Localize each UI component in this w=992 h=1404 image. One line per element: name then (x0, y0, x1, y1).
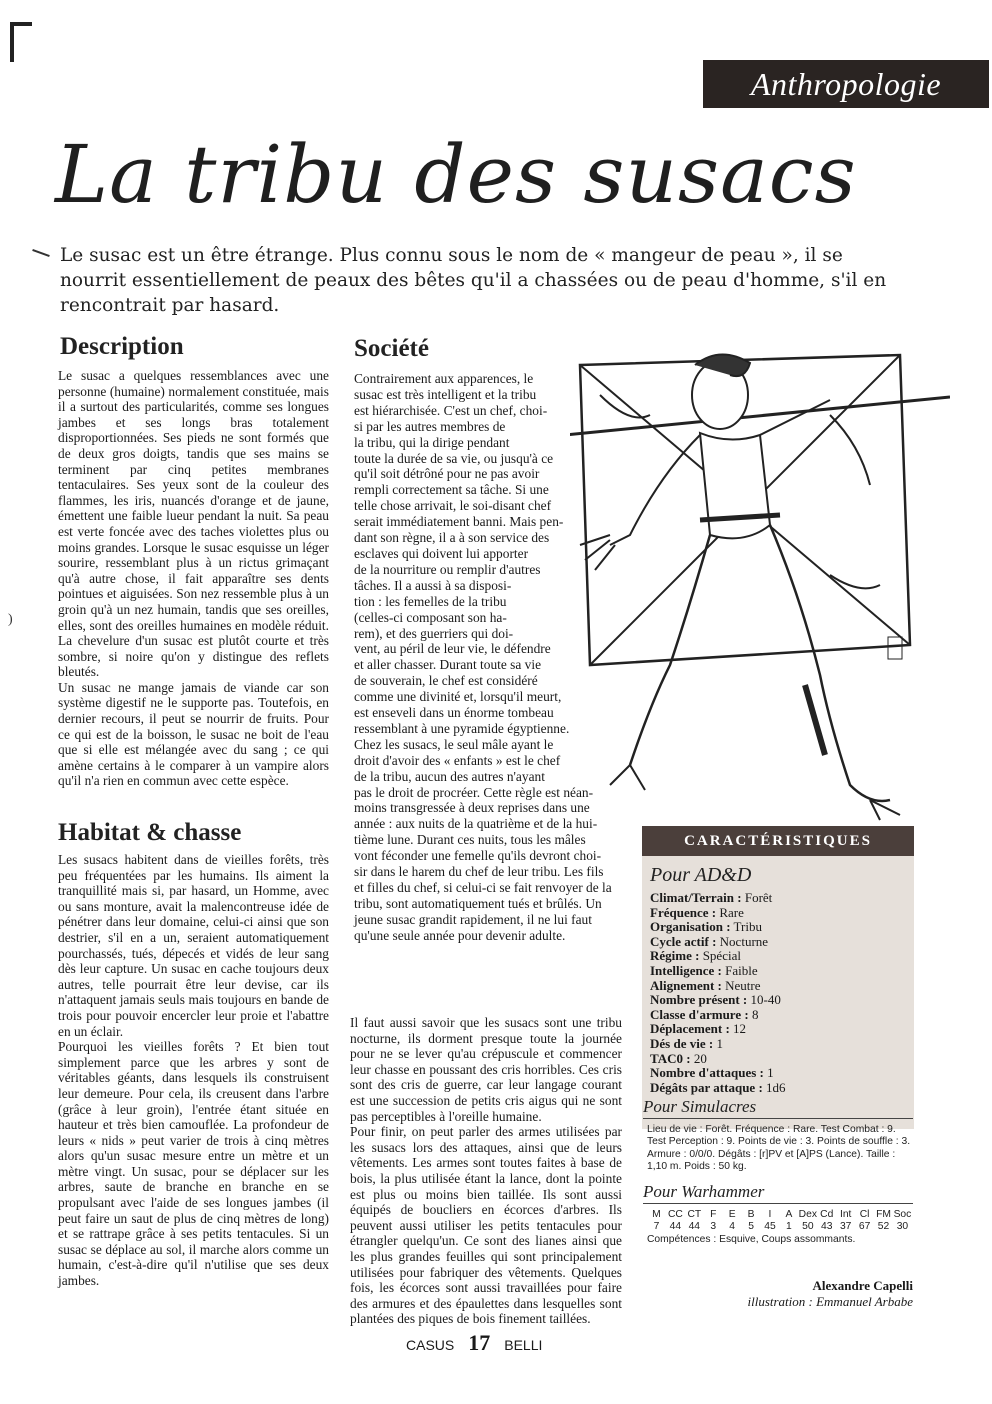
societe-line: tion : les femelles de la tribu (354, 593, 507, 609)
habitat-paragraph-1: Les susacs habitent dans de vieilles forêts, très peu fréquentées par les humains. Ils aiment la tranquillité mais si, par hasard, un Homme, avec ou sans monture, avait la malencontreuse idée de pénétrer dans leur domaine, celui-ci ainsi que son destrier, s'il en a un, seraient automatiquement pourchassés, tués, dépecés et vidés de leur sang dès leur capture. Un susac en cache toujours deux autres, telle pourrait être leur devise, car ils n'attaquent jamais seuls mais toujours en bande de trois pour pouvoir encercler leur proie et l'abattre en un éclair. (58, 852, 329, 1039)
crop-mark (10, 22, 14, 62)
description-column (58, 368, 329, 789)
section-tag: Anthropologie (703, 60, 989, 108)
stat-row (650, 906, 906, 921)
illustration-credit: illustration : Emmanuel Arbabe (747, 1294, 913, 1309)
footer-right: BELLI (504, 1337, 543, 1353)
societe-column-bottom (350, 1015, 622, 1327)
societe-line: rem), et des guerriers qui doi- (354, 625, 514, 641)
divider (643, 1118, 913, 1119)
societe-line: droit d'avoir des « enfants » est le chef (354, 752, 561, 768)
warhammer-header-cell: F (710, 1209, 717, 1220)
stat-value: Faible (721, 962, 758, 978)
warhammer-header-cell: I (768, 1209, 772, 1220)
societe-line: vent, au péril de leur vie, le défendre (354, 641, 551, 657)
societe-line: qu'il soit détrôné pour ne pas avoir (354, 466, 540, 482)
societe-paragraph-4: Pour finir, on peut parler des armes utilisées par les susacs lors des attaques, ainsi que de leurs vêtements. Les armes sont toutes faites à base de bois, la plus utilisée étant la lance, dont la pointe est plus ou moins bien taillée. Ils sont aussi équipés de boucliers en écorces d'arbres. Ils peuvent aussi utiliser les petits tentacules pour étrangler quelqu'un. Ce sont des lianes ainsi que les plus grandes feuilles qui sont principalement utilisées pour fabriquer des vêtements. Quelques fois, les écorces sont aussi travaillées pour faire des armures et des épaulettes dans lesquelles sont plantées des piques de bois finement taillées. (350, 1124, 622, 1327)
warhammer-value-cell: 50 (802, 1221, 814, 1233)
societe-line: ressemblant à une pyramide égyptienne. (354, 720, 570, 736)
stat-value: Neutre (721, 977, 761, 993)
societe-line: année : aux nuits de la quatrième et de la hui- (354, 816, 598, 832)
societe-line: jeune susac grandit rapidement, il ne lui faut (354, 911, 592, 927)
simulacres-text: Lieu de vie : Forêt. Fréquence : Rare. Test Combat : 9. Test Perception : 9. Points de vie : 3. Points de souffle : 3. Armure : 0/0/0. Dégâts : [r]PV et [A]PS (Lance). Taille : 1,10 m. Poids : 50 kg. (647, 1124, 911, 1172)
stat-label: Cycle actif : (650, 933, 717, 949)
societe-line: rempli correctement sa tâche. Si une (354, 482, 549, 498)
warhammer-values (647, 1221, 912, 1233)
stat-row (650, 1052, 906, 1067)
warhammer-header-cell: Cd (820, 1209, 834, 1220)
warhammer-value-cell: 43 (821, 1221, 833, 1233)
stat-label: Dés de vie : (650, 1035, 714, 1051)
societe-line: est enseveli dans un énorme tombeau (354, 705, 554, 721)
stat-label: Classe d'armure : (650, 1006, 749, 1022)
societe-line: de souverain, le chef est considéré (354, 673, 538, 689)
description-paragraph-1: Le susac a quelques ressemblances avec une personne (humaine) normalement constituée, mais il a surtout des particularités, comme ses longues jambes et ses longs bras totalement disproportionnées. Ses pieds ne sont formés que de deux gros doigts, tandis que ses mains se terminent par cinq petites membranes tentaculaires. Ses yeux sont de la couleur des flammes, les iris, nuancés d'orange et de jaune, émettent une faible lueur pendant la nuit. Sa peau est verte foncée avec des taches violettes plus ou moins grandes. Lorsque le susac esquisse un léger sourire, ressemblant plus à un rictus grimaçant qu'à autre chose, il fait apparaître ses dents pointues et aiguisées. Son nez ressemble plus à un groin qu'à un nez humain, tandis que ses oreilles, elles, sont des oreilles humaines en modèle réduit. La chevelure d'un susac est plutôt courte et très sombre, si noire qu'on y distingue des reflets bleutés. (58, 368, 329, 680)
warhammer-header-cell: FM (876, 1209, 891, 1220)
societe-heading: Société (354, 335, 429, 362)
stat-row (650, 979, 906, 994)
crop-mark-top (10, 22, 32, 26)
stat-label: Organisation : (650, 919, 731, 935)
stat-row (650, 1066, 906, 1081)
warhammer-value-cell: 67 (858, 1221, 871, 1233)
stat-row (650, 920, 906, 935)
warhammer-value-cell: 3 (710, 1221, 717, 1233)
warhammer-value-cell: 1 (786, 1221, 792, 1233)
intro-paragraph: Le susac est un être étrange. Plus connu sous le nom de « mangeur de peau », il se nourrit essentiellement de peaux des bêtes qu'il a chassées ou de peau d'homme, s'il en rencontrait par hasard. (60, 245, 887, 316)
characteristics-heading: CARACTÉRISTIQUES (642, 826, 914, 856)
divider (643, 1203, 913, 1204)
stat-row (650, 964, 906, 979)
warhammer-header-cell: CT (687, 1209, 702, 1220)
stat-row (650, 891, 906, 906)
habitat-column (58, 852, 329, 1289)
societe-line: vont féconder une femelle qu'ils devront choi- (354, 848, 602, 864)
warhammer-header-cell: M (652, 1209, 661, 1220)
margin-mark: ) (8, 612, 13, 627)
societe-line: et aller chasser. Durant toute sa vie (354, 657, 542, 673)
societe-line: esclaves qui doivent lui apporter (354, 545, 529, 561)
habitat-heading: Habitat & chasse (58, 819, 242, 846)
societe-line: pas le droit de procréer. Cette règle est néan- (354, 784, 594, 800)
stat-value: Rare (716, 904, 744, 920)
author-name: Alexandre Capelli (812, 1278, 913, 1293)
stat-row (650, 1037, 906, 1052)
page-footer (406, 1330, 542, 1356)
stat-label: Nombre présent : (650, 992, 748, 1008)
stat-value: 10-40 (747, 992, 781, 1008)
description-paragraph-2: Un susac ne mange jamais de viande car son système digestif ne le supporte pas. Toutefois, en dernier recours, il peut se nourrir de fruits. Pour ce qui est de la boisson, le susac ne boit de l'eau que si elle est mélangée avec du sang ; ce qui amène certains à le comparer à un vampire alors qu'il n'a rien en commun avec cette espèce. (58, 679, 329, 789)
stat-label: Régime : (650, 948, 700, 964)
societe-line: telle chose arrivait, le soi-disant chef (354, 498, 552, 514)
stat-label: Nombre d'attaques : (650, 1065, 764, 1081)
warhammer-block (647, 1209, 912, 1246)
intro-mark (32, 249, 50, 257)
add-title: Pour AD&D (650, 864, 752, 886)
warhammer-header-cell: CC (667, 1209, 683, 1220)
characteristics-box (642, 826, 914, 1129)
stat-value: 1d6 (762, 1079, 786, 1095)
societe-line: de la nourriture ou remplir d'autres (354, 561, 541, 577)
stat-value: 12 (729, 1021, 747, 1037)
warhammer-value-cell: 44 (688, 1221, 701, 1233)
stat-value: Nocturne (716, 933, 769, 949)
stat-row (650, 1022, 906, 1037)
stat-value: 8 (748, 1006, 759, 1022)
warhammer-value-cell: 30 (896, 1221, 909, 1233)
susac-illustration (570, 345, 950, 825)
warhammer-value-cell: 44 (669, 1221, 682, 1233)
warhammer-headers (647, 1209, 912, 1221)
stat-label: Dégâts par attaque : (650, 1079, 763, 1095)
societe-line: moins transgressée à deux reprises dans une (354, 800, 590, 816)
warhammer-competences (647, 1234, 912, 1246)
credits (730, 1278, 913, 1310)
stat-label: TAC0 : (650, 1050, 691, 1066)
societe-line: est hiérarchisée. C'est un chef, choi- (354, 402, 548, 418)
societe-line: Chez les susacs, le seul mâle ayant le (354, 736, 554, 752)
simulacres-title: Pour Simulacres (643, 1097, 757, 1116)
societe-line: qu'une seule année pour devenir adulte. (354, 927, 566, 943)
stat-row (650, 935, 906, 950)
stat-label: Climat/Terrain : (650, 890, 742, 905)
societe-line: la tribu, qui la dirige pendant (354, 434, 510, 450)
description-heading: Description (60, 333, 184, 360)
stat-label: Fréquence : (650, 904, 717, 920)
warhammer-value-cell: 45 (764, 1221, 776, 1233)
stat-value: 20 (690, 1050, 707, 1066)
warhammer-title: Pour Warhammer (643, 1182, 765, 1201)
societe-line: tième lune. Durant ces nuits, tous les mâles (354, 832, 586, 848)
stat-list (650, 891, 906, 1095)
societe-line: toute la durée de sa vie, ou jusqu'à ce (354, 450, 554, 466)
warhammer-header-cell: Soc (893, 1209, 912, 1220)
habitat-paragraph-2: Pourquoi les vieilles forêts ? Et bien tout simplement parce que les arbres y sont de véritables géants, dans lesquels ils construisent leur demeure. Pour cela, ils creusent dans l'arbre (grâce à leur groin), l'entrée étant située en hauteur et très bien camouflée. La profondeur de leurs « nids » peut varier de trois à cinq mètres alors qu'un susac mesure entre un mètre et un mètre vingt. Un susac, pour se déplacer sur les arbres, saute de branche en branche en se propulsant avec l'aide de ses longues jambes (il peut faire un saut de plus de cinq mètres de long) et se rattrape grâce à ses petits tentacules. Si un susac se déplace au sol, il marche alors comme un humain, c'est-à-dire qu'il n'utilise que ses deux jambes. (58, 1039, 329, 1289)
page-title: La tribu des susacs (55, 128, 857, 221)
societe-line: de la tribu, aucun des autres n'ayant (354, 768, 545, 784)
stat-value: Spécial (699, 948, 741, 964)
societe-line: tribu, sont automatiquement tués et brûlés. Un (354, 895, 602, 911)
stat-label: Déplacement : (650, 1021, 730, 1037)
warhammer-header-cell: B (747, 1209, 755, 1220)
footer-left: CASUS (406, 1337, 455, 1353)
stat-row (650, 993, 906, 1008)
competences-label: Compétences : (647, 1233, 717, 1245)
societe-line: serait immédiatement banni. Mais pen- (354, 514, 564, 530)
stat-value: 1 (713, 1035, 723, 1051)
societe-line: dant son règne, il a à son service des (354, 530, 550, 546)
warhammer-value-cell: 37 (839, 1221, 852, 1233)
warhammer-header-cell: Cl (859, 1209, 870, 1220)
societe-line: tâches. Il a aussi à sa disposi- (354, 577, 512, 593)
page-number: 17 (468, 1330, 491, 1355)
stat-row (650, 1081, 906, 1096)
stat-row (650, 1008, 906, 1023)
warhammer-value-cell: 5 (748, 1221, 754, 1233)
warhammer-value-cell: 7 (653, 1221, 660, 1233)
societe-line: sir dans le harem du chef de leur tribu. Les fils (354, 864, 604, 880)
societe-paragraph-3: Il faut aussi savoir que les susacs sont une tribu nocturne, ils dorment presque toute la journée pour ne se lever qu'au crépuscule et commencer leur chasse en poussant des cris horribles. Ces cris sont des cris de guerre, car leur langage courant est une succession de petits cris aigus qui ne sont pas perceptibles à l'oreille humaine. (350, 1015, 622, 1124)
societe-line: si par les autres membres de (354, 418, 506, 434)
societe-line: et filles du chef, si celui-ci se fait renvoyer de la (354, 880, 612, 895)
warhammer-header-cell: Dex (798, 1209, 817, 1220)
societe-line: susac est très intelligent et la tribu (354, 386, 537, 402)
stat-value: 1 (763, 1065, 774, 1081)
societe-line: comme une divinité et, lorsqu'il meurt, (354, 689, 562, 705)
stat-label: Intelligence : (650, 962, 722, 978)
warhammer-header-cell: Int (839, 1209, 852, 1220)
societe-line: (celles-ci composant son ha- (354, 609, 507, 625)
societe-line: Contrairement aux apparences, le (354, 371, 534, 386)
warhammer-value-cell: 4 (729, 1221, 736, 1233)
stat-row (650, 949, 906, 964)
stat-label: Alignement : (650, 977, 722, 993)
competences-value: Esquive, Coups assommants. (716, 1233, 856, 1245)
warhammer-header-cell: E (728, 1209, 736, 1220)
warhammer-header-cell: A (785, 1209, 793, 1220)
warhammer-value-cell: 52 (877, 1221, 890, 1233)
stat-value: Tribu (730, 919, 762, 935)
stat-value: Forêt (741, 890, 773, 905)
